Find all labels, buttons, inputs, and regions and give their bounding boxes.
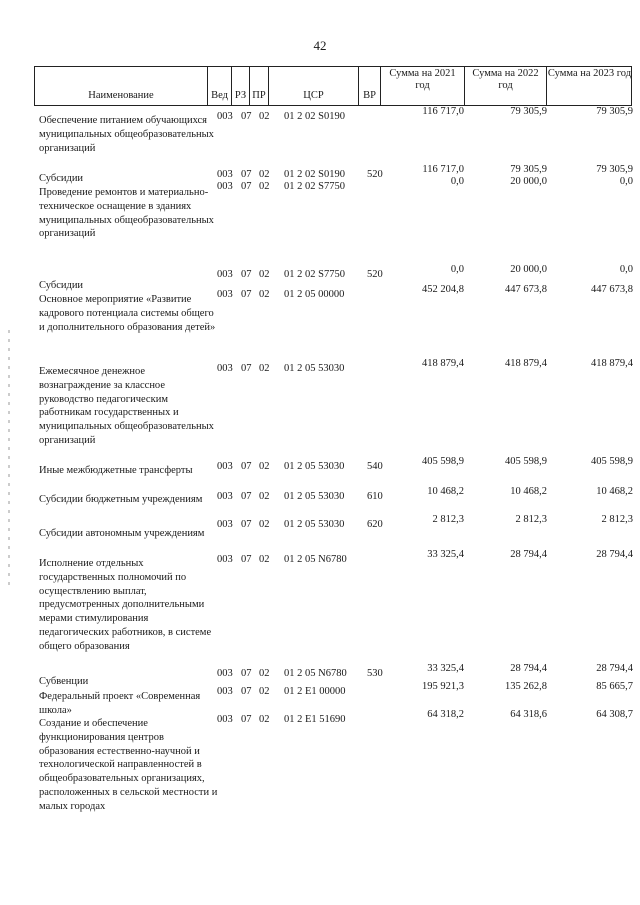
row-name: Субвенции	[39, 676, 89, 687]
row-vr: 520	[367, 269, 383, 280]
row-s2023: 0,0	[619, 176, 633, 187]
row-s2022: 28 794,4	[510, 663, 547, 674]
row-csr: 01 2 02 S7750	[284, 181, 345, 192]
row-s2023: 405 598,9	[591, 456, 633, 467]
row-name: Федеральный проект «Современная школа»	[39, 691, 201, 716]
row-pr: 02	[259, 491, 270, 502]
row-ved: 003	[217, 181, 233, 192]
row-ved: 003	[217, 668, 233, 679]
row-s2022: 28 794,4	[510, 549, 547, 560]
row-rz: 07	[241, 491, 252, 502]
row-csr: 01 2 E1 00000	[284, 686, 346, 697]
row-vr: 610	[367, 491, 383, 502]
row-name: Ежемесячное денежное вознаграждение за классное руководство педагогическим работникам государственных и муниципальных общеобразовательных организаций	[39, 366, 214, 446]
header-sum-2021: Сумма на 2021 год	[380, 67, 464, 105]
row-s2021: 452 204,8	[422, 284, 464, 295]
row-name: Исполнение отдельных государственных полномочий по осуществлению выплат, предусмотренных дополнительными мерами стимулирования педагогических работников, в системе общего образования	[39, 558, 212, 652]
page-number: 42	[313, 38, 327, 53]
row-csr: 01 2 05 N6780	[284, 668, 347, 679]
row-csr: 01 2 02 S0190	[284, 169, 345, 180]
row-name: Основное мероприятие «Развитие кадрового потенциала системы общего и дополнительного образования детей»	[39, 294, 216, 333]
row-pr: 02	[259, 686, 270, 697]
row-csr: 01 2 02 S0190	[284, 111, 345, 122]
row-name: Субсидии	[39, 173, 84, 184]
row-ved: 003	[217, 714, 233, 725]
row-vr: 530	[367, 668, 383, 679]
row-csr: 01 2 E1 51690	[284, 714, 346, 725]
row-rz: 07	[241, 686, 252, 697]
row-rz: 07	[241, 668, 252, 679]
row-name: Создание и обеспечение функционирования центров образования естественно-научной и технологической направленностей в общеобразовательных организациях, расположенных в сельской местности и малых городах	[39, 718, 218, 812]
scan-edge-marks	[8, 330, 10, 590]
row-s2021: 418 879,4	[422, 358, 464, 369]
row-rz: 07	[241, 714, 252, 725]
row-s2021: 195 921,3	[422, 681, 464, 692]
header-pr: ПР	[249, 67, 268, 105]
header-csr: ЦСР	[268, 67, 358, 105]
row-vr: 620	[367, 519, 383, 530]
row-csr: 01 2 05 53030	[284, 461, 345, 472]
row-name: Обеспечение питанием обучающихся муниципальных общеобразовательных организаций	[39, 115, 214, 154]
row-csr: 01 2 05 00000	[284, 289, 345, 300]
row-pr: 02	[259, 461, 270, 472]
row-csr: 01 2 05 N6780	[284, 554, 347, 565]
row-s2021: 116 717,0	[422, 106, 464, 117]
row-name: Иные межбюджетные трансферты	[39, 465, 193, 476]
row-s2022: 2 812,3	[515, 514, 547, 525]
row-s2021: 116 717,0	[422, 164, 464, 175]
row-pr: 02	[259, 289, 270, 300]
row-name: Субсидии	[39, 280, 84, 291]
row-name: Субсидии автономным учреждениям	[39, 528, 205, 539]
row-csr: 01 2 05 53030	[284, 363, 345, 374]
row-rz: 07	[241, 289, 252, 300]
row-pr: 02	[259, 111, 270, 122]
header-name: Наименование	[88, 90, 154, 101]
row-s2022: 79 305,9	[510, 164, 547, 175]
row-rz: 07	[241, 363, 252, 374]
row-s2022: 79 305,9	[510, 106, 547, 117]
row-s2021: 33 325,4	[427, 663, 464, 674]
row-s2022: 20 000,0	[510, 264, 547, 275]
row-s2023: 85 665,7	[596, 681, 633, 692]
row-s2023: 28 794,4	[596, 663, 633, 674]
row-csr: 01 2 05 53030	[284, 491, 345, 502]
row-pr: 02	[259, 269, 270, 280]
row-ved: 003	[217, 169, 233, 180]
row-ved: 003	[217, 111, 233, 122]
row-pr: 02	[259, 668, 270, 679]
row-s2021: 2 812,3	[432, 514, 464, 525]
row-pr: 02	[259, 169, 270, 180]
row-ved: 003	[217, 554, 233, 565]
row-rz: 07	[241, 269, 252, 280]
row-rz: 07	[241, 181, 252, 192]
header-vr: ВР	[358, 67, 380, 105]
row-ved: 003	[217, 491, 233, 502]
row-s2023: 0,0	[619, 264, 633, 275]
row-s2023: 79 305,9	[596, 164, 633, 175]
row-ved: 003	[217, 363, 233, 374]
row-name: Субсидии бюджетным учреждениям	[39, 494, 203, 505]
row-rz: 07	[241, 461, 252, 472]
row-s2022: 447 673,8	[505, 284, 547, 295]
row-s2022: 20 000,0	[510, 176, 547, 187]
row-pr: 02	[259, 554, 270, 565]
row-name: Проведение ремонтов и материально-техническое оснащение в зданиях муниципальных общеобразовательных организаций	[39, 187, 214, 240]
header-rz: РЗ	[231, 67, 249, 105]
row-pr: 02	[259, 714, 270, 725]
row-s2021: 64 318,2	[427, 709, 464, 720]
row-csr: 01 2 05 53030	[284, 519, 345, 530]
row-s2022: 64 318,6	[510, 709, 547, 720]
row-ved: 003	[217, 289, 233, 300]
row-ved: 003	[217, 461, 233, 472]
table-header	[34, 66, 632, 106]
row-rz: 07	[241, 519, 252, 530]
row-s2021: 10 468,2	[427, 486, 464, 497]
row-s2022: 135 262,8	[505, 681, 547, 692]
row-s2023: 79 305,9	[596, 106, 633, 117]
row-s2023: 447 673,8	[591, 284, 633, 295]
row-s2023: 28 794,4	[596, 549, 633, 560]
row-pr: 02	[259, 363, 270, 374]
row-ved: 003	[217, 269, 233, 280]
row-s2023: 64 308,7	[596, 709, 633, 720]
row-s2021: 0,0	[450, 176, 464, 187]
row-s2023: 10 468,2	[596, 486, 633, 497]
row-vr: 540	[367, 461, 383, 472]
row-rz: 07	[241, 111, 252, 122]
row-s2021: 33 325,4	[427, 549, 464, 560]
header-ved: Вед	[207, 67, 231, 105]
row-s2022: 418 879,4	[505, 358, 547, 369]
row-rz: 07	[241, 554, 252, 565]
header-sum-2022: Сумма на 2022 год	[464, 67, 546, 105]
row-ved: 003	[217, 686, 233, 697]
header-sum-2023: Сумма на 2023 год	[546, 67, 632, 105]
row-pr: 02	[259, 519, 270, 530]
row-s2021: 0,0	[450, 264, 464, 275]
row-s2023: 2 812,3	[601, 514, 633, 525]
row-s2021: 405 598,9	[422, 456, 464, 467]
row-s2023: 418 879,4	[591, 358, 633, 369]
row-rz: 07	[241, 169, 252, 180]
row-vr: 520	[367, 169, 383, 180]
row-csr: 01 2 02 S7750	[284, 269, 345, 280]
row-pr: 02	[259, 181, 270, 192]
row-s2022: 10 468,2	[510, 486, 547, 497]
row-ved: 003	[217, 519, 233, 530]
row-s2022: 405 598,9	[505, 456, 547, 467]
